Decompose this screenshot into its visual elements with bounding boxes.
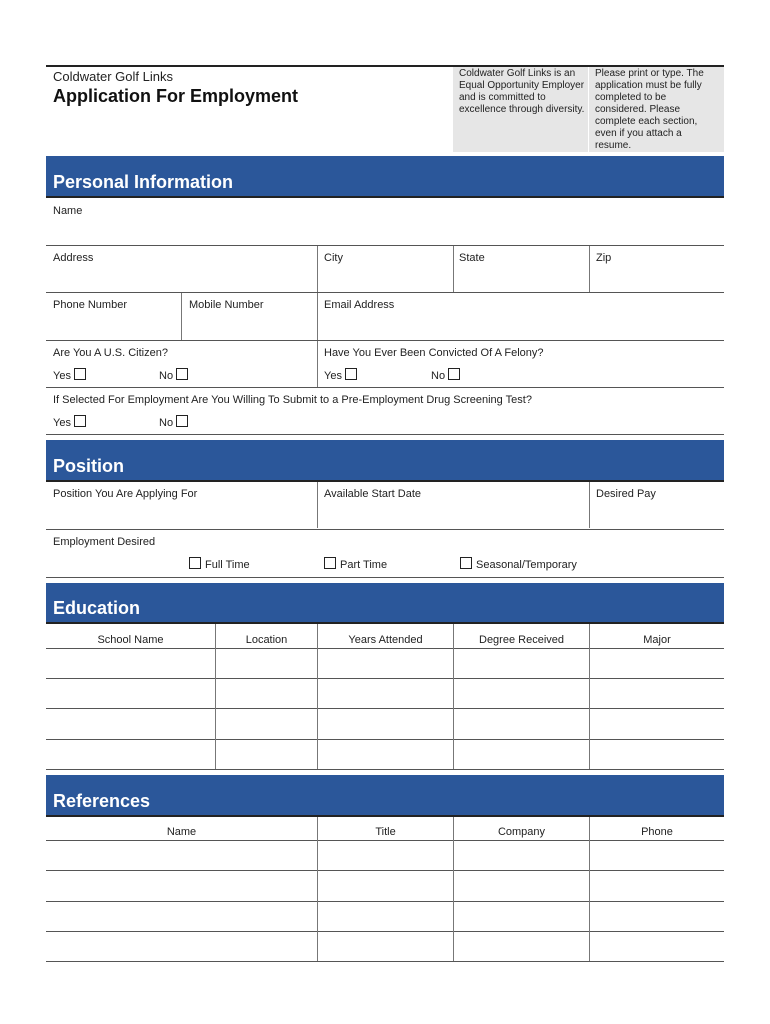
address-field[interactable] <box>46 266 316 292</box>
part-time-option[interactable] <box>324 557 387 571</box>
drug-test-yes-checkbox[interactable] <box>74 415 86 427</box>
citizen-no-checkbox[interactable] <box>176 368 188 380</box>
rule <box>46 387 724 388</box>
felony-question: Have You Ever Been Convicted Of A Felony? <box>324 347 544 359</box>
rule <box>46 340 724 341</box>
state-field[interactable] <box>454 266 588 292</box>
felony-yes-option[interactable] <box>324 368 357 382</box>
references-col-title: Title <box>375 826 396 838</box>
full-time-option[interactable] <box>189 557 250 571</box>
divider <box>589 624 590 769</box>
divider <box>317 341 318 387</box>
drug-test-question: If Selected For Employment Are You Willing To Submit to a Pre-Employment Drug Screening Test? <box>53 394 532 406</box>
desired-pay-field-label: Desired Pay <box>596 488 656 500</box>
rule <box>46 769 724 770</box>
references-col-phone: Phone <box>641 826 673 838</box>
education-col-major: Major <box>643 634 671 646</box>
divider <box>317 482 318 528</box>
education-col-degree: Degree Received <box>479 634 564 646</box>
city-field[interactable] <box>318 266 452 292</box>
section-header-education <box>46 583 724 622</box>
name-field-label: Name <box>53 205 83 217</box>
zip-field-label: Zip <box>596 252 612 264</box>
city-field-label: City <box>324 252 343 264</box>
table-row[interactable] <box>46 902 724 931</box>
yes-label: Yes <box>324 370 342 382</box>
citizen-yes-checkbox[interactable] <box>74 368 86 380</box>
divider <box>181 293 182 340</box>
drug-test-no-checkbox[interactable] <box>176 415 188 427</box>
desired-pay-field[interactable] <box>590 503 724 528</box>
rule <box>46 245 724 246</box>
rule <box>46 961 724 962</box>
table-row[interactable] <box>46 709 724 738</box>
drug-test-yes-option[interactable] <box>53 415 86 429</box>
section-header-personal <box>46 156 724 196</box>
divider <box>317 246 318 292</box>
no-label: No <box>159 417 174 429</box>
no-label: No <box>431 370 446 382</box>
eeo-note: Coldwater Golf Links is an Equal Opportunity Employer and is committed to excellence through diversity. <box>459 68 585 115</box>
seasonal-checkbox[interactable] <box>460 557 472 569</box>
position-field[interactable] <box>46 503 316 528</box>
start-date-field-label: Available Start Date <box>324 488 422 500</box>
part-time-checkbox[interactable] <box>324 557 336 569</box>
divider <box>453 246 454 292</box>
rule <box>46 529 724 530</box>
divider <box>589 817 590 961</box>
employment-desired-label: Employment Desired <box>53 536 156 548</box>
name-field[interactable] <box>46 220 724 244</box>
seasonal-option[interactable] <box>460 557 577 571</box>
rule <box>46 196 724 198</box>
felony-no-option[interactable] <box>431 368 460 382</box>
references-col-company: Company <box>497 826 546 838</box>
mobile-field-label: Mobile Number <box>189 299 264 311</box>
references-col-name: Name <box>166 826 197 838</box>
full-time-label: Full Time <box>205 559 250 571</box>
part-time-label: Part Time <box>340 559 388 571</box>
rule <box>46 480 724 482</box>
divider <box>317 624 318 769</box>
position-field-label: Position You Are Applying For <box>53 488 198 500</box>
rule <box>46 292 724 293</box>
rule <box>46 622 724 624</box>
education-col-years: Years Attended <box>348 634 423 646</box>
divider <box>215 624 216 769</box>
section-header-position <box>46 440 724 480</box>
felony-no-checkbox[interactable] <box>448 368 460 380</box>
no-label: No <box>159 370 174 382</box>
email-field-label: Email Address <box>324 299 395 311</box>
section-title-personal: Personal Information <box>53 172 234 192</box>
full-time-checkbox[interactable] <box>189 557 201 569</box>
phone-field[interactable] <box>46 314 180 340</box>
education-col-location: Location <box>245 634 288 646</box>
zip-field[interactable] <box>590 266 724 292</box>
citizen-no-option[interactable] <box>159 368 188 382</box>
divider <box>589 246 590 292</box>
felony-yes-checkbox[interactable] <box>345 368 357 380</box>
yes-label: Yes <box>53 417 71 429</box>
yes-label: Yes <box>53 370 71 382</box>
divider <box>453 624 454 769</box>
table-row[interactable] <box>46 740 724 769</box>
section-title-education: Education <box>53 598 141 618</box>
divider <box>453 817 454 961</box>
start-date-field[interactable] <box>318 503 588 528</box>
mobile-field[interactable] <box>182 314 316 340</box>
drug-test-no-option[interactable] <box>159 415 188 429</box>
section-header-references <box>46 775 724 815</box>
email-field[interactable] <box>318 314 724 340</box>
table-row[interactable] <box>46 679 724 708</box>
section-title-position: Position <box>53 456 124 476</box>
address-field-label: Address <box>53 252 94 264</box>
phone-field-label: Phone Number <box>53 299 127 311</box>
company-name: Coldwater Golf Links <box>53 69 173 84</box>
divider <box>317 817 318 961</box>
table-row[interactable] <box>46 841 724 870</box>
page-title: Application For Employment <box>53 86 299 106</box>
state-field-label: State <box>459 252 485 264</box>
education-col-school: School Name <box>97 634 164 646</box>
seasonal-label: Seasonal/Temporary <box>476 559 577 571</box>
rule <box>46 434 724 435</box>
divider <box>317 293 318 340</box>
rule <box>46 815 724 817</box>
table-row[interactable] <box>46 932 724 961</box>
divider <box>589 482 590 528</box>
instructions-note: Please print or type. The application must be fully completed to be considered. Please complete each section, even if you attach a resume. <box>595 68 704 151</box>
citizen-question: Are You A U.S. Citizen? <box>53 347 168 359</box>
table-row[interactable] <box>46 871 724 900</box>
table-row[interactable] <box>46 649 724 678</box>
citizen-yes-option[interactable] <box>53 368 86 382</box>
section-title-references: References <box>53 791 151 811</box>
rule <box>46 577 724 578</box>
